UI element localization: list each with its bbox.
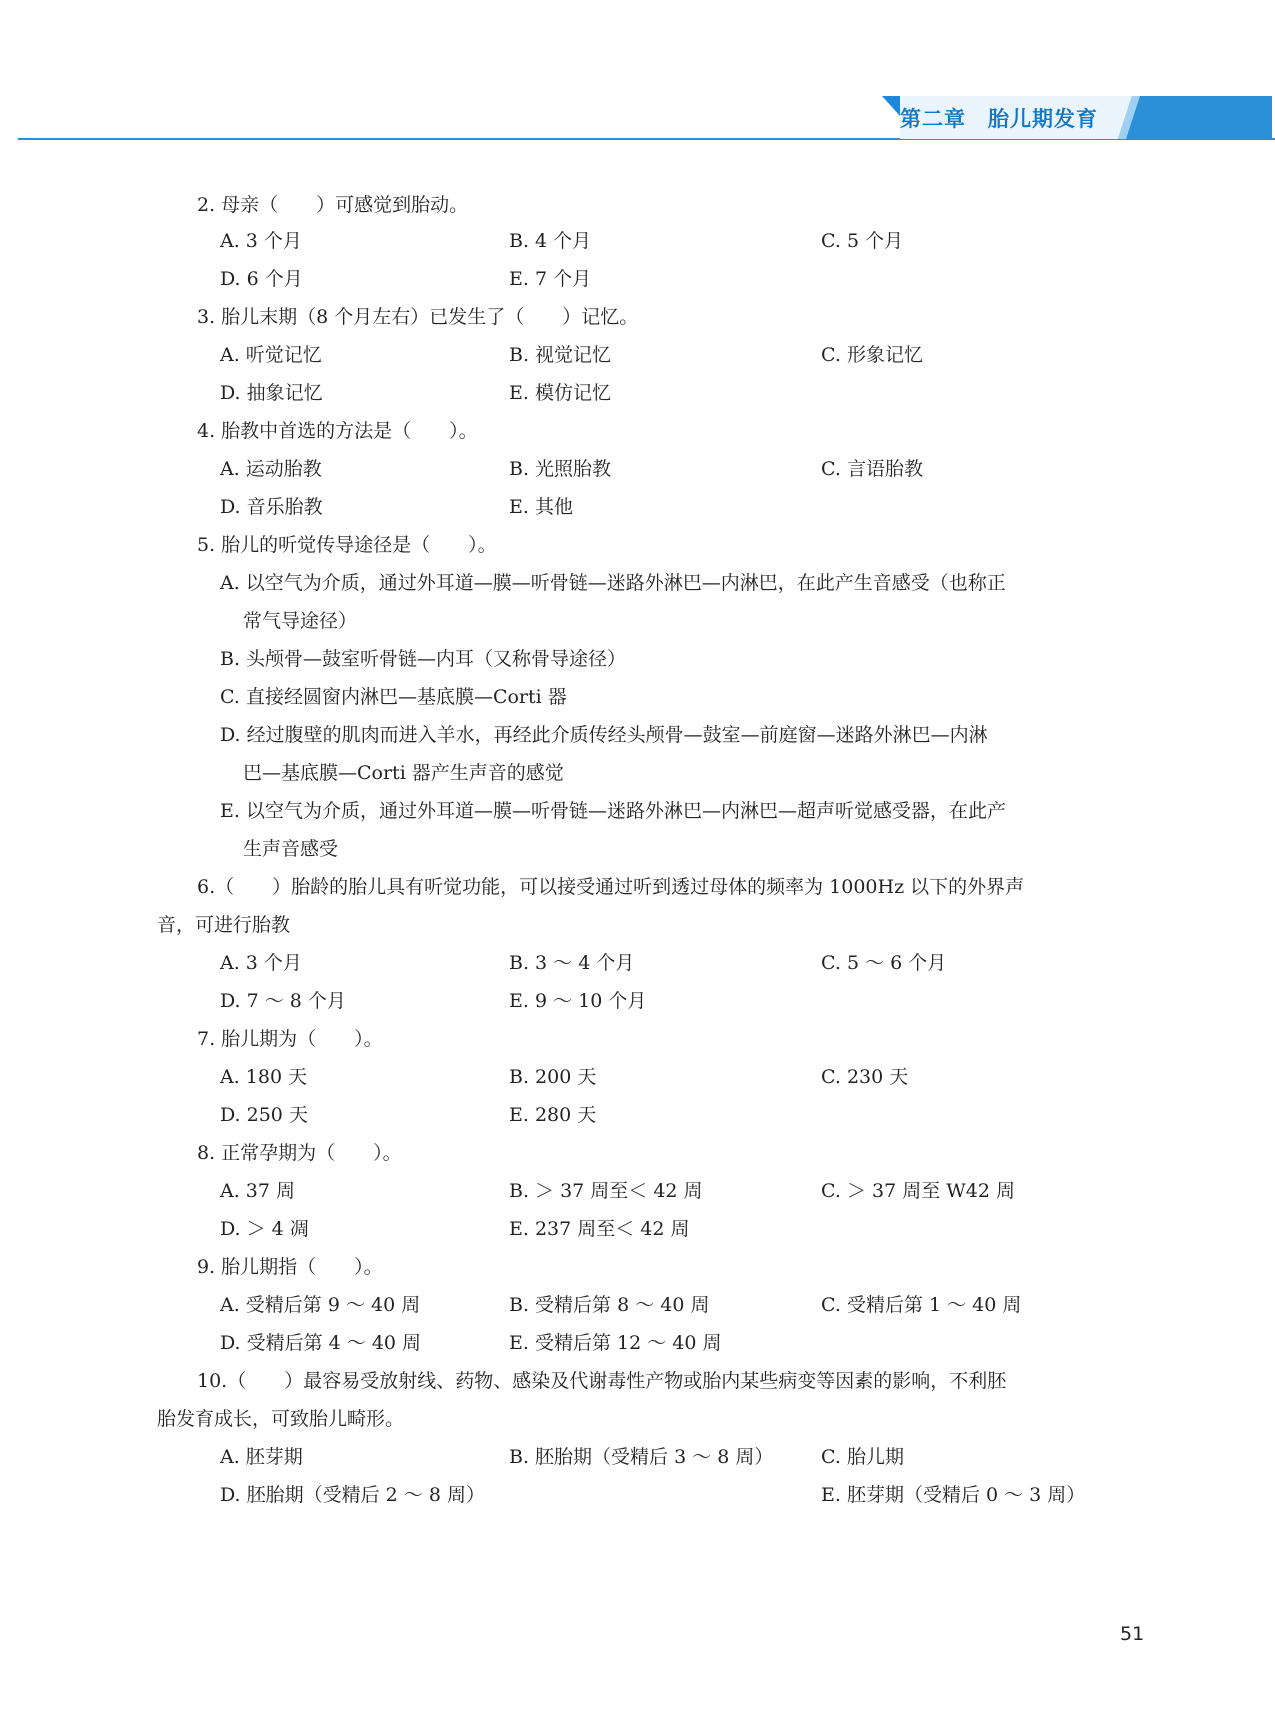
option: D. 受精后第 4 ～ 40 周: [220, 1332, 422, 1354]
option: C. 5 个月: [821, 230, 904, 252]
question-stem: 5. 胎儿的听觉传导途径是（ ）。: [197, 534, 497, 556]
option: B. 光照胎教: [509, 458, 612, 480]
option: C. 5 ～ 6 个月: [821, 952, 947, 974]
option: E. 受精后第 12 ～ 40 周: [509, 1332, 722, 1354]
option: A. 听觉记忆: [220, 344, 322, 366]
option-continuation: 巴—基底膜—Corti 器产生声音的感觉: [243, 762, 564, 784]
option: A. 180 天: [220, 1066, 308, 1088]
option: E. 胚芽期（受精后 0 ～ 3 周）: [821, 1484, 1086, 1506]
option: D. 胚胎期（受精后 2 ～ 8 周）: [220, 1484, 485, 1506]
question-stem: 10.（ ）最容易受放射线、药物、感染及代谢毒性产物或胎内某些病变等因素的影响，不利胚: [197, 1370, 1007, 1392]
option: C. ＞ 37 周至 W42 周: [821, 1180, 1015, 1202]
option: C. 直接经圆窗内淋巴—基底膜—Corti 器: [220, 686, 567, 708]
option: A. 胚芽期: [220, 1446, 303, 1468]
option: C. 230 天: [821, 1066, 909, 1088]
option: B. 受精后第 8 ～ 40 周: [509, 1294, 710, 1316]
option: E. 280 天: [509, 1104, 597, 1126]
question-stem: 8. 正常孕期为（ ）。: [197, 1142, 402, 1164]
chapter-header-tab: [882, 96, 1272, 139]
option: A. 运动胎教: [220, 458, 322, 480]
option: D. 6 个月: [220, 268, 303, 290]
question-stem: 6.（ ）胎龄的胎儿具有听觉功能，可以接受通过听到透过母体的频率为 1000Hz 以下的外界声: [197, 876, 1025, 898]
option-continuation: 常气导途径）: [243, 610, 358, 632]
option-continuation: 生声音感受: [243, 838, 339, 860]
option: A. 3 个月: [220, 230, 302, 252]
option: B. 200 天: [509, 1066, 597, 1088]
option: A. 以空气为介质，通过外耳道—膜—听骨链—迷路外淋巴—内淋巴，在此产生音感受（也称正: [220, 572, 1006, 594]
option: C. 言语胎教: [821, 458, 923, 480]
option: B. ＞ 37 周至＜ 42 周: [509, 1180, 703, 1202]
option: B. 胚胎期（受精后 3 ～ 8 周）: [509, 1446, 774, 1468]
question-stem-continuation: 音，可进行胎教: [157, 914, 291, 936]
question-stem: 3. 胎儿末期（8 个月左右）已发生了（ ）记忆。: [197, 306, 639, 328]
question-stem: 7. 胎儿期为（ ）。: [197, 1028, 383, 1050]
option: C. 受精后第 1 ～ 40 周: [821, 1294, 1022, 1316]
option: E. 9 ～ 10 个月: [509, 990, 647, 1012]
option: E. 以空气为介质，通过外耳道—膜—听骨链—迷路外淋巴—内淋巴—超声听觉感受器，在此产: [220, 800, 1006, 822]
option: E. 237 周至＜ 42 周: [509, 1218, 690, 1240]
option: B. 4 个月: [509, 230, 592, 252]
option: E. 7 个月: [509, 268, 592, 290]
question-stem: 4. 胎教中首选的方法是（ ）。: [197, 420, 478, 442]
page-number: 51: [1120, 1623, 1145, 1645]
option: E. 其他: [509, 496, 573, 518]
chapter-title: 第二章 胎儿期发育: [900, 107, 1098, 131]
option: D. 抽象记忆: [220, 382, 323, 404]
question-stem: 2. 母亲（ ）可感觉到胎动。: [197, 194, 469, 216]
option: C. 形象记忆: [821, 344, 923, 366]
option: A. 受精后第 9 ～ 40 周: [220, 1294, 421, 1316]
option: D. 经过腹壁的肌肉而进入羊水，再经此介质传经头颅骨—鼓室—前庭窗—迷路外淋巴—内淋: [220, 724, 988, 746]
option: A. 37 周: [220, 1180, 296, 1202]
option: D. 音乐胎教: [220, 496, 323, 518]
option: B. 头颅骨—鼓室听骨链—内耳（又称骨导途径）: [220, 648, 627, 670]
option: C. 胎儿期: [821, 1446, 904, 1468]
option: E. 模仿记忆: [509, 382, 611, 404]
question-stem: 9. 胎儿期指（ ）。: [197, 1256, 383, 1278]
option: D. 250 天: [220, 1104, 308, 1126]
option: A. 3 个月: [220, 952, 302, 974]
option: B. 视觉记忆: [509, 344, 612, 366]
option: D. ＞ 4 凋: [220, 1218, 309, 1240]
option: D. 7 ～ 8 个月: [220, 990, 346, 1012]
question-stem-continuation: 胎发育成长，可致胎儿畸形。: [157, 1408, 405, 1430]
option: B. 3 ～ 4 个月: [509, 952, 635, 974]
